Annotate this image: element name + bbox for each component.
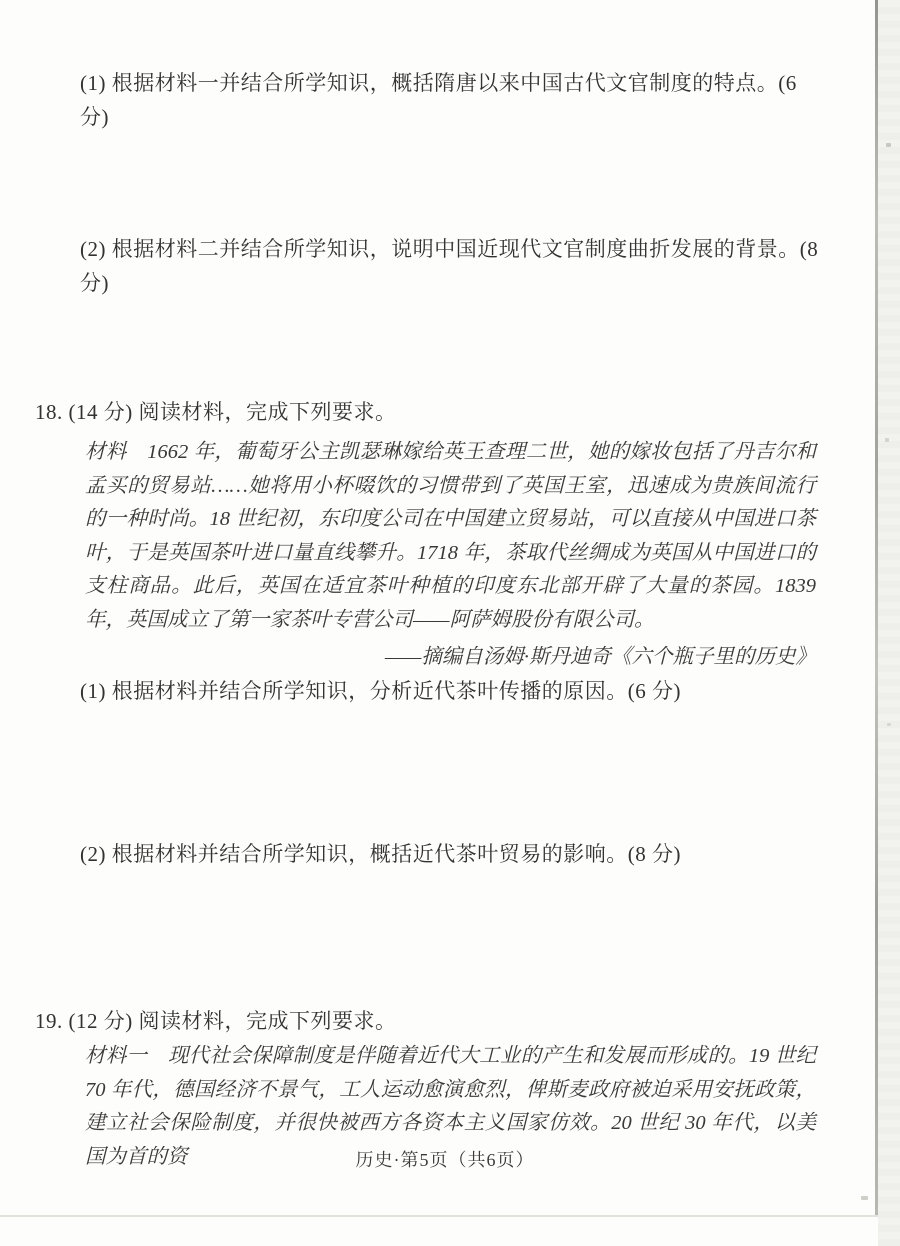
question18-sub1: (1) 根据材料并结合所学知识，分析近代茶叶传播的原因。(6 分) <box>80 679 681 703</box>
question17-sub2: (2) 根据材料二并结合所学知识，说明中国近现代文官制度曲折发展的背景。(8 分) <box>80 237 819 295</box>
scan-page-edge-bottom <box>0 1215 878 1217</box>
question18-attribution: ——摘编自汤姆·斯丹迪奇《六个瓶子里的历史》 <box>384 646 816 668</box>
scan-speck <box>885 438 889 442</box>
question17-sub1: (1) 根据材料一并结合所学知识，概括隋唐以来中国古代文官制度的特点。(6 分) <box>80 71 797 129</box>
question18-material: 材料 1662 年，葡萄牙公主凯瑟琳嫁给英王查理二世，她的嫁妆包括了丹吉尔和孟买的贸易站……她将用小杯啜饮的习惯带到了英国王室，迅速成为贵族间流行的一种时尚。18 世纪初，东印度公司在中国建立贸易站，可以直接从中国进口茶叶，于是英国茶叶进口量直线攀升。1718 年，茶取代丝绸成为英国从中国进口的支柱商品。此后，英国在适宜茶叶种植的印度东北部开辟了大量的茶园。1839 年，英国成立了第一家茶叶专营公司——阿萨姆股份有限公司。 <box>85 441 816 631</box>
question19-header: 19. (12 分) 阅读材料，完成下列要求。 <box>35 1009 397 1033</box>
scan-speck <box>861 1196 868 1200</box>
scan-speck <box>886 143 891 147</box>
question18-sub2: (2) 根据材料并结合所学知识，概括近代茶叶贸易的影响。(8 分) <box>80 842 681 866</box>
scan-margin-strip <box>878 0 900 1246</box>
question18-header: 18. (14 分) 阅读材料，完成下列要求。 <box>35 400 397 424</box>
scan-speck <box>887 723 891 726</box>
scan-page-edge-vertical <box>875 0 878 1217</box>
question19-material: 材料一 现代社会保障制度是伴随着近代大工业的产生和发展而形成的。19 世纪 70 年代，德国经济不景气，工人运动愈演愈烈，俾斯麦政府被迫采用安抚政策，建立社会保险制度，并很快被西方各资本主义国家仿效。20 世纪 30 年代，以美国为首的资 <box>85 1045 816 1168</box>
page-footer: 历史·第5页（共6页） <box>355 1150 535 1170</box>
